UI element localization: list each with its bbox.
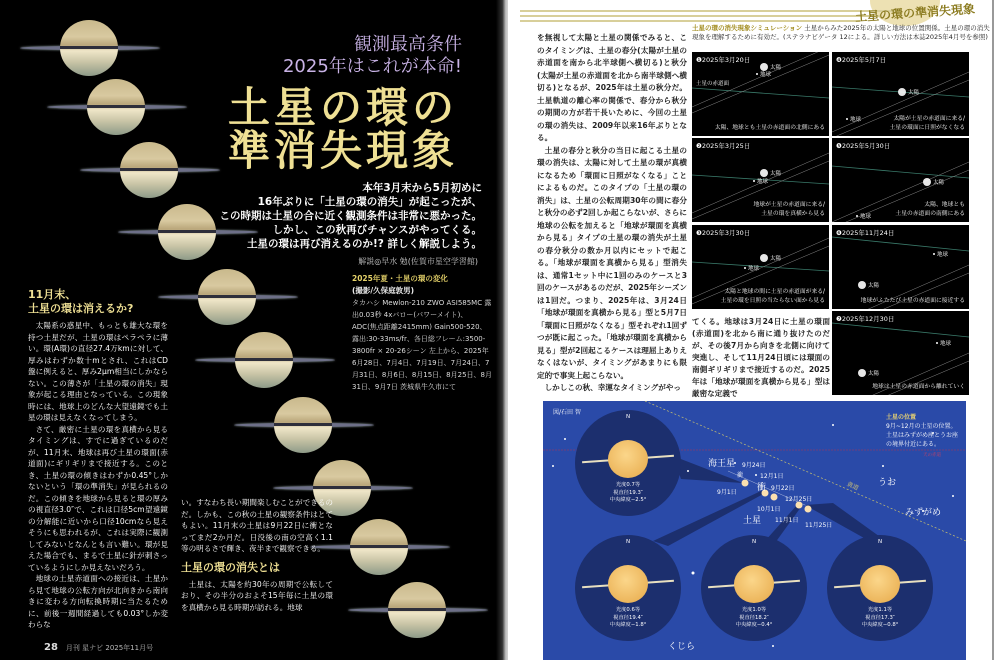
ecliptic-label: 黄道 xyxy=(845,480,860,493)
panel-title: ❻2025年11月24日 xyxy=(836,229,895,237)
north-label: N xyxy=(625,539,631,545)
panel-title: ❶2025年3月20日 xyxy=(696,56,751,64)
sun-label: 太陽 xyxy=(933,180,945,186)
disc-info: 光度1.1等 視直径17.3″ 中央緯度−0.8° xyxy=(861,607,899,628)
simulation-caption: 土星の環の消失現象シミュレーション 土星からみた2025年の太陽と地球の位置関係。土星の環の消失現象を理解するために有効だ。(ステラナビゲータ 12による。詳しい方法は本誌2025年4月号を参照) xyxy=(692,24,990,41)
panel-caption: 地球は土星の赤道面から離れていく xyxy=(872,384,965,390)
simulation-panel xyxy=(692,138,829,222)
equator-label: 土星の赤道面 xyxy=(696,81,730,87)
disc-info: 光度0.7等 視直径19.3″ 中央緯度−2.5° xyxy=(609,482,647,503)
sun-label: 太陽 xyxy=(868,371,880,377)
sun-label: 太陽 xyxy=(868,283,880,289)
date-label: 9月22日 xyxy=(771,485,795,492)
saturn-photo xyxy=(80,140,220,200)
panel-title: ❼2025年12月30日 xyxy=(836,315,895,323)
date-label: 12月25日 xyxy=(785,496,813,503)
sun-label: 太陽 xyxy=(770,256,782,262)
panel-caption: 太陽、地球とも 土星の赤道面の南側にある xyxy=(895,202,965,217)
disc-info: 光度1.0等 視直径18.2″ 中央緯度−0.4° xyxy=(735,607,773,628)
chart-info: 土星の位置 9月~12月の土星の位置。 土星はみずがめ座とうお座 の境界付近にある。 xyxy=(886,414,959,448)
photo-credit: 2025年夏・土星の環の変化 (撮影/久保庭敦男) タカハシ Mewlon-210 ZWO ASI585MC 露出0.03秒 4xバロー(パワーメイト)、ADC(焦点距離2415mm) Gain500-520、露出:30-33ms/fr、各日総フレーム:3500-3800fr × 20-26シーン 左上から、2025年6月28日、7月4日、7月19日、7月24日、7月31日、8月6日、8月15日、8月25日、8月31日、9月7日 茨城県牛久市にて xyxy=(352,274,492,391)
panel-caption: 太陽と地球の間に土星の赤道面が来る/ 土星の環を日照の当たらない面から見る xyxy=(720,289,825,304)
date-label: 12月1日 xyxy=(760,473,784,480)
saturn-photo xyxy=(348,580,488,640)
byline: 解説◎早水 勉(佐賀市星空学習館) xyxy=(358,257,478,266)
panel-caption: 太陽が土星の赤道面に来る/ 土星の環面に日照がなくなる xyxy=(889,116,965,131)
saturn-photo xyxy=(158,267,298,327)
saturn-photo xyxy=(20,18,160,78)
saturn-photo xyxy=(195,330,335,390)
constellation-label: うお xyxy=(878,478,897,488)
earth-label: 地球 xyxy=(940,341,952,347)
article-column-1: 11月末、 土星の環は消えるか? 太陽系の惑星中、もっとも雄大な環を持つ土星だが、土星の環はペラペラに薄い。環(A環)の直径27.4万kmに対して、厚みはわずか数十mとされ、これはCD盤に例えると、厚み2μm相当にしかならない。この薄さが「土星の環の消失」現象が起こる理由となっている。この現象時には、地球上のどんな大望遠鏡でも土星の環は見えなくなってしまう。 さて、厳密に土星の環を真横から見るタイミングは、すでに過ぎているのだが、11月末、地球は再び土星の環面(赤道面)にギリギリまで接近する。このとき、土星の環の傾きはわずか0.45°しかないという「環の準消失」が見られるのだ。この傾きを地球から見ると環の厚みの視直径3.0″で、これは口径5cm望遠鏡の分解能に近いから口径10cmなら見えそうにも思われるが、これは実際に観測してみないとなんとも言い難い。環が見えた場合でも、まるで土星に針が刺さっているようにしか見えないだろう。 地球の土星赤道面への接近は、土星から見て地球の公転方向が北向きから南向きに変わる方向転換時期に当たるために、前後一週間経過しても0.03°しか変わらな xyxy=(28,288,168,629)
earth-label: 地球 xyxy=(850,117,862,123)
page-edge xyxy=(992,0,994,660)
earth-label: 地球 xyxy=(860,214,872,220)
saturn-view-disc xyxy=(701,535,807,641)
saturn-photo xyxy=(234,395,374,455)
constellation-label: みずがめ xyxy=(905,508,942,518)
north-label: N xyxy=(625,414,631,420)
sun-label: 太陽 xyxy=(770,171,782,177)
page-footer: 28 月刊 星ナビ 2025年11月号 xyxy=(44,642,154,653)
panel-title: ❺2025年5月30日 xyxy=(836,142,891,150)
panel-caption: 太陽、地球とも土星の赤道面の北側にある xyxy=(714,125,825,131)
simulation-panel xyxy=(692,52,829,136)
saturn-photo xyxy=(47,77,187,137)
lead-text: 本年3月末から5月初めに 16年ぶりに「土星の環の消失」が起こったが、 この時期は土星の合に近く観測条件は非常に悪かった。 しかし、この秋再びチャンスがやってくる。 土星の環は再び消えるのか!? 詳しく解説しよう。 xyxy=(219,182,482,250)
saturn-label: 土星 xyxy=(743,516,762,526)
article-column-3: を無視して太陽と土星の関係でみると、このタイミングは、土星の春分(太陽が土星の赤道面を南から北半球側へ横切る)と秋分(太陽が土星の赤道面を北から南半球側へ横切る)となるが、2025年は土星の秋分だ。土星軌道の離心率の関係で、春分から秋分の期間の方が若干長いために、今回の土星の環の消失は、2009年以来16年ぶりとなる。 土星の春分と秋分の当日に起こる土星の環の消失は、太陽に対して土星の環が真横になるため「環面に日照がなくなる」ことによるものだ。このタイプの「土星の環の消失」は、土星の公転周期30年の間に春分と秋分の必ず2回しか起こらないが、さらに地球の公転を加えると「地球が環面を真横から見る」タイプの土星の環の消失が土星の春分秋分の数か月以内にセットで起こる。「地球が環面を真横から見る」型消失は、通常1セット中に1回のみのケースと3回のケースがあるのだが、2025年シーズンは1回だ。つまり、2025年は、3月24日「地球が環面を真横から見る」型と5月7日「環面に日照がなくなる」型それぞれ1回ずつが既に起こった。「地球が環面を真横から見る」型が2回起こるケースは理屈上ありえなくはないが、タイミングがあまりにも限定的で事実上起こらない。 しかしこの秋、幸運なタイミングがやっ xyxy=(537,33,687,392)
celestial-equator-label: 天の赤道 xyxy=(923,453,941,458)
disc-info: 光度0.6等 視直径19.4″ 中央緯度−1.8° xyxy=(609,607,647,628)
simulation-panel xyxy=(832,225,969,309)
opposition-saturn: 衝 xyxy=(757,483,767,493)
date-label: 10月1日 xyxy=(757,506,781,513)
north-label: N xyxy=(877,539,883,545)
north-label: N xyxy=(751,539,757,545)
saturn-disc xyxy=(608,565,648,603)
earth-label: 地球 xyxy=(748,266,760,272)
panel-title: ❹2025年5月7日 xyxy=(836,56,887,64)
simulation-panel xyxy=(832,52,969,136)
saturn-position-chart xyxy=(543,401,966,660)
section-heading: 土星の環の消失とは xyxy=(181,560,280,574)
earth-label: 地球 xyxy=(757,179,769,185)
saturn-disc xyxy=(734,565,774,603)
date-label: 11月25日 xyxy=(805,522,833,529)
opposition-neptune: 衝 xyxy=(737,472,744,479)
panel-caption: 地球が土星の赤道面に来る/ 土星の環を真横から見る xyxy=(753,202,825,217)
panel-title: ❸2025年3月30日 xyxy=(696,229,751,237)
header-ribbon: 土星の環の準消失現象 xyxy=(854,1,976,25)
kicker: 観測最高条件 2025年はこれが本命! xyxy=(282,34,462,77)
article-column-2: い。すなわち長い期間楽しむことができるのだ。しかも、この秋の土星の観察条件はとてもよい。11月末の土星は9月22日に衝となってまだ2か月だ。日没後の南の空高く1.1等の明るさで輝き、夜半まで観察できる。 土星の環の消失とは 土星は、太陽を約30年の周期で公転しており、その半分のおよそ15年毎に土星の環を真横から見る時期が訪れる。地球 xyxy=(181,498,333,612)
saturn-disc xyxy=(608,440,648,478)
panel-caption: 地球がふたたび土星の赤道面に接近する xyxy=(860,298,965,304)
simulation-panel xyxy=(832,311,969,395)
panel-title: ❷2025年3月25日 xyxy=(696,142,751,150)
simulation-panel xyxy=(832,138,969,222)
neptune-label: 海王星 xyxy=(708,459,736,469)
chart-credit: 図/石田 智 xyxy=(553,409,581,416)
page-title: 土星の環の 準消失現象 xyxy=(228,83,459,175)
saturn-disc xyxy=(860,565,900,603)
constellation-label: くじら xyxy=(668,642,696,652)
sun-label: 太陽 xyxy=(908,90,920,96)
sun-label: 太陽 xyxy=(770,65,782,71)
saturn-view-disc xyxy=(827,535,933,641)
date-label: 11月1日 xyxy=(775,517,799,524)
date-label: 9月24日 xyxy=(742,462,766,469)
earth-label: 地球 xyxy=(937,252,949,258)
saturn-view-disc xyxy=(575,410,681,516)
saturn-view-disc xyxy=(575,535,681,641)
section-heading: 11月末、 土星の環は消えるか? xyxy=(28,288,134,315)
date-label: 9月1日 xyxy=(717,489,737,496)
simulation-panel xyxy=(692,225,829,309)
article-column-4: てくる。地球は3月24日に土星の環面(赤道面)を北から南に通り抜けたのだが、その後7月から向きを北側に向けて突進し、そして11月24日頃には環面の南側ギリギリまで接近するのだ。2025年は「地球が環面を真横から見る」型は厳密な定義で xyxy=(692,317,830,398)
earth-label: 地球 xyxy=(760,72,772,78)
